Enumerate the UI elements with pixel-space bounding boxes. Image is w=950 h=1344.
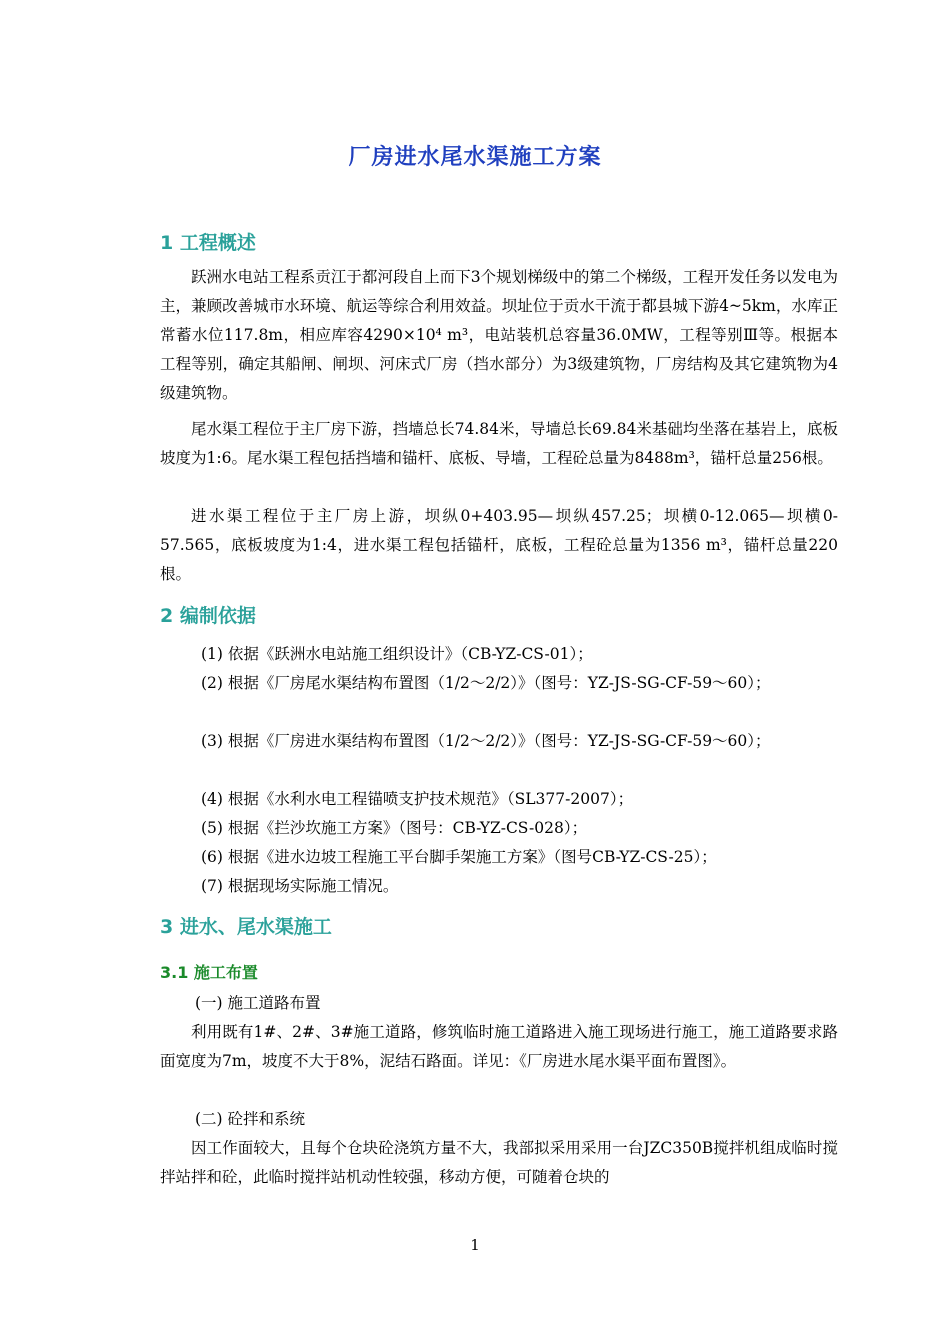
section-3-1-heading: 3.1 施工布置 <box>160 963 258 982</box>
section-2-heading: 2 编制依据 <box>160 605 256 627</box>
reference-item-6: (6) 根据《进水边坡工程施工平台脚手架施工方案》（图号CB-YZ-CS-25）； <box>201 848 717 866</box>
reference-item-5: (5) 根据《拦沙坎施工方案》（图号：CB-YZ-CS-028）； <box>201 819 588 837</box>
page-number: 1 <box>470 1236 480 1254</box>
document-title: 厂房进水尾水渠施工方案 <box>348 145 602 170</box>
subsection-mixing-text: 因工作面较大，且每个仓块砼浇筑方量不大，我部拟采用采用一台JZC350B搅拌机组成临时搅拌站拌和砼，此临时搅拌站机动性较强，移动方便，可随着仓块的 <box>160 1139 838 1186</box>
reference-item-3: (3) 根据《厂房进水渠结构布置图（1/2～2/2）》（图号：YZ-JS-SG-CF-59～60）； <box>201 732 771 750</box>
subsection-road-text: 利用既有1#、2#、3#施工道路，修筑临时施工道路进入施工现场进行施工，施工道路要求路面宽度为7m，坡度不大于8%，泥结石路面。详见：《厂房进水尾水渠平面布置图》。 <box>160 1023 838 1070</box>
section-1-paragraph-1: 跃洲水电站工程系贡江于都河段自上而下3个规划梯级中的第二个梯级，工程开发任务以发电为主，兼顾改善城市水环境、航运等综合利用效益。坝址位于贡水干流于都县城下游4~5km，水库正常蓄水位117.8m，相应库容4290×10⁴ m³，电站装机总容量36.0MW，工程等别Ⅲ等。根据本工程等别，确定其船闸、闸坝、河床式厂房（挡水部分）为3级建筑物，厂房结构及其它建筑物为4级建筑物。 <box>160 268 838 402</box>
reference-item-4: (4) 根据《水利水电工程锚喷支护技术规范》（SL377-2007）； <box>201 790 634 808</box>
subsection-mixing-label: (二) 砼拌和系统 <box>195 1110 306 1128</box>
reference-item-1: (1) 依据《跃洲水电站施工组织设计》（CB-YZ-CS-01）； <box>201 645 593 663</box>
reference-item-7: (7) 根据现场实际施工情况。 <box>201 877 399 895</box>
section-1-paragraph-2: 尾水渠工程位于主厂房下游，挡墙总长74.84米，导墙总长69.84米基础均坐落在基岩上，底板坡度为1:6。尾水渠工程包括挡墙和锚杆、底板、导墙，工程砼总量为8488m³，锚杆总量256根。 <box>160 420 838 467</box>
subsection-road-label: (一) 施工道路布置 <box>195 994 321 1012</box>
section-1-paragraph-3: 进水渠工程位于主厂房上游，坝纵0+403.95—坝纵457.25；坝横0-12.065—坝横0-57.565，底板坡度为1:4，进水渠工程包括锚杆，底板，工程砼总量为1356 m³，锚杆总量220根。 <box>160 507 838 583</box>
section-3-heading: 3 进水、尾水渠施工 <box>160 916 332 938</box>
section-1-heading: 1 工程概述 <box>160 232 256 254</box>
reference-item-2: (2) 根据《厂房尾水渠结构布置图（1/2～2/2）》（图号：YZ-JS-SG-CF-59～60）； <box>201 674 771 692</box>
